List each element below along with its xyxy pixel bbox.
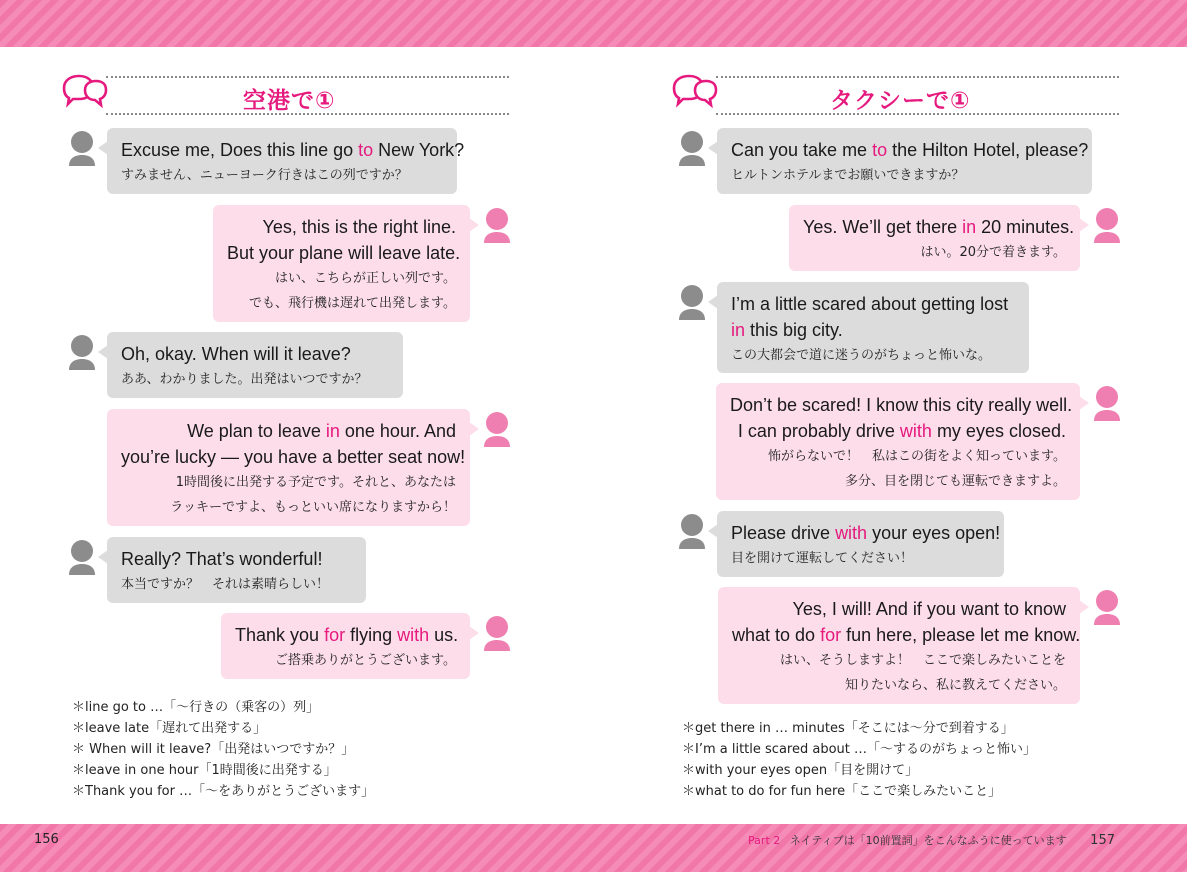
preposition-highlight: for bbox=[820, 625, 842, 645]
speech-bubble-staff bbox=[716, 383, 1080, 500]
japanese-translation: ああ、わかりました。出発はいつですか？ bbox=[121, 372, 368, 387]
preposition-highlight: with bbox=[397, 625, 430, 645]
english-line bbox=[121, 341, 389, 367]
speech-bubble-customer bbox=[717, 282, 1029, 373]
speech-bubble-customer bbox=[717, 511, 1004, 577]
japanese-translation: ご搭乗ありがとうございます。 bbox=[275, 653, 456, 668]
english-line bbox=[731, 317, 1015, 343]
person-pink-icon bbox=[482, 615, 512, 653]
speech-bubble-customer bbox=[717, 128, 1092, 194]
english-text: But your plane will leave late. bbox=[227, 243, 461, 263]
japanese-translation: 本当ですか？ それは素晴らしい！ bbox=[121, 577, 330, 592]
english-text: Oh, okay. When will it leave? bbox=[121, 344, 351, 364]
right-page bbox=[610, 0, 1150, 824]
title-rule-top bbox=[716, 76, 1119, 78]
english-text: us. bbox=[429, 625, 459, 645]
section-title: タクシーで① bbox=[830, 88, 971, 114]
english-text: my eyes closed. bbox=[931, 421, 1066, 441]
english-line bbox=[235, 622, 459, 648]
speech-bubbles-icon bbox=[60, 72, 108, 112]
english-text: I’m a little scared about getting lost bbox=[731, 294, 1009, 314]
english-line bbox=[730, 418, 1066, 444]
english-text: fun here, please let me know. bbox=[841, 625, 1081, 645]
person-gray-icon bbox=[677, 284, 707, 322]
part-label: Part 2 bbox=[748, 834, 781, 847]
english-text: the Hilton Hotel, please? bbox=[887, 140, 1089, 160]
speech-bubble-customer bbox=[107, 537, 366, 603]
japanese-translation: この大都会で道に迷うのがちょっと怖いな。 bbox=[731, 348, 992, 363]
preposition-highlight: for bbox=[324, 625, 346, 645]
japanese-translation: 多分、目を閉じても運転できますよ。 bbox=[844, 474, 1066, 489]
english-text: We plan to leave bbox=[187, 421, 326, 441]
english-text: Can you take me bbox=[731, 140, 873, 160]
english-text: Please drive bbox=[731, 523, 836, 543]
left-page bbox=[0, 0, 540, 824]
japanese-translation: 1時間後に出発する予定です。それと、あなたは bbox=[175, 475, 456, 490]
english-text: Yes, I will! And if you want to know bbox=[792, 599, 1066, 619]
preposition-highlight: in bbox=[731, 320, 746, 340]
english-text: one hour. And bbox=[339, 421, 456, 441]
english-text: what to do bbox=[732, 625, 821, 645]
title-rule-top bbox=[106, 76, 509, 78]
japanese-translation: 知りたいなら、私に教えてください。 bbox=[844, 678, 1066, 693]
english-text: you’re lucky ― you have a better seat now! bbox=[121, 447, 466, 467]
english-line bbox=[121, 418, 456, 444]
person-gray-icon bbox=[67, 334, 97, 372]
english-line bbox=[121, 546, 352, 572]
english-text: your eyes open! bbox=[867, 523, 1001, 543]
speech-bubbles-icon bbox=[670, 72, 718, 112]
english-text: Yes. We’ll get there bbox=[803, 217, 963, 237]
note-line: ＊leave in one hour「1時間後に出発する」 bbox=[72, 763, 337, 778]
japanese-translation: 目を開けて運転してください！ bbox=[731, 551, 914, 566]
english-text: I can probably drive bbox=[737, 421, 900, 441]
japanese-translation: はい、こちらが正しい列です。 bbox=[275, 271, 456, 286]
preposition-highlight: in bbox=[962, 217, 977, 237]
speech-bubble-staff bbox=[213, 205, 470, 322]
speech-bubble-staff bbox=[107, 409, 470, 526]
note-line: ＊line go to …「～行きの（乗客の）列」 bbox=[72, 700, 320, 715]
japanese-translation: すみません、ニューヨーク行きはこの列ですか？ bbox=[121, 168, 408, 183]
english-text: 20 minutes. bbox=[976, 217, 1075, 237]
person-gray-icon bbox=[67, 539, 97, 577]
speech-bubble-staff bbox=[221, 613, 470, 679]
speech-bubble-staff bbox=[789, 205, 1080, 271]
english-text: Yes, this is the right line. bbox=[262, 217, 456, 237]
english-line bbox=[731, 520, 1001, 546]
person-gray-icon bbox=[677, 513, 707, 551]
person-gray-icon bbox=[677, 130, 707, 168]
note-line: ＊leave late「遅れて出発する」 bbox=[72, 721, 267, 736]
notes bbox=[72, 697, 374, 802]
person-pink-icon bbox=[1092, 589, 1122, 627]
notes bbox=[682, 718, 1036, 802]
japanese-translation: ラッキーですよ、もっといい席になりますから！ bbox=[170, 500, 456, 515]
person-pink-icon bbox=[1092, 207, 1122, 245]
english-line bbox=[731, 137, 1089, 163]
english-line bbox=[732, 622, 1081, 648]
note-line: ＊I’m a little scared about …「～するのがちょっと怖い」 bbox=[682, 742, 1036, 757]
english-text: New York? bbox=[373, 140, 465, 160]
english-text: Don’t be scared! I know this city really well. bbox=[730, 395, 1073, 415]
japanese-translation: はい。20分で着きます。 bbox=[920, 245, 1066, 260]
running-footer bbox=[748, 832, 1115, 848]
page-number-right: 157 bbox=[1090, 833, 1115, 848]
english-line bbox=[730, 392, 1073, 418]
note-line: ＊with your eyes open「目を開けて」 bbox=[682, 763, 919, 778]
english-line bbox=[121, 444, 466, 470]
person-gray-icon bbox=[67, 130, 97, 168]
preposition-highlight: to bbox=[872, 140, 888, 160]
section-title: 空港で① bbox=[243, 88, 336, 114]
person-pink-icon bbox=[1092, 385, 1122, 423]
japanese-translation: でも、飛行機は遅れて出発します。 bbox=[249, 296, 456, 311]
english-line bbox=[732, 596, 1066, 622]
japanese-translation: 怖がらないで！ 私はこの街をよく知っています。 bbox=[768, 449, 1066, 464]
speech-bubble-staff bbox=[718, 587, 1080, 704]
english-text: Excuse me, Does this line go bbox=[121, 140, 359, 160]
page-number-left: 156 bbox=[34, 832, 59, 847]
speech-bubble-customer bbox=[107, 332, 403, 398]
japanese-translation: ヒルトンホテルまでお願いできますか？ bbox=[731, 168, 965, 183]
english-line bbox=[227, 214, 456, 240]
person-pink-icon bbox=[482, 411, 512, 449]
english-line bbox=[803, 214, 1075, 240]
speech-bubble-customer bbox=[107, 128, 465, 194]
note-line: ＊Thank you for …「～をありがとうございます」 bbox=[72, 784, 375, 799]
preposition-highlight: with bbox=[899, 421, 932, 441]
book-title: ネイティブは「10前置詞」をこんなふうに使っています bbox=[789, 834, 1067, 847]
note-line: ＊what to do for fun here「ここで楽しみたいこと」 bbox=[682, 784, 1002, 799]
english-text: this big city. bbox=[745, 320, 843, 340]
japanese-translation: はい、そうしますよ！ ここで楽しみたいことを bbox=[779, 653, 1066, 668]
english-text: Really? That’s wonderful! bbox=[121, 549, 323, 569]
english-text: Thank you bbox=[235, 625, 325, 645]
english-line bbox=[227, 240, 461, 266]
english-line bbox=[731, 291, 1015, 317]
english-text: flying bbox=[345, 625, 398, 645]
person-pink-icon bbox=[482, 207, 512, 245]
note-line: ＊ When will it leave?「出発はいつですか？」 bbox=[72, 742, 355, 757]
preposition-highlight: in bbox=[325, 421, 340, 441]
note-line: ＊get there in … minutes「そこには～分で到着する」 bbox=[682, 721, 1014, 736]
english-line bbox=[121, 137, 465, 163]
preposition-highlight: to bbox=[358, 140, 374, 160]
preposition-highlight: with bbox=[835, 523, 868, 543]
